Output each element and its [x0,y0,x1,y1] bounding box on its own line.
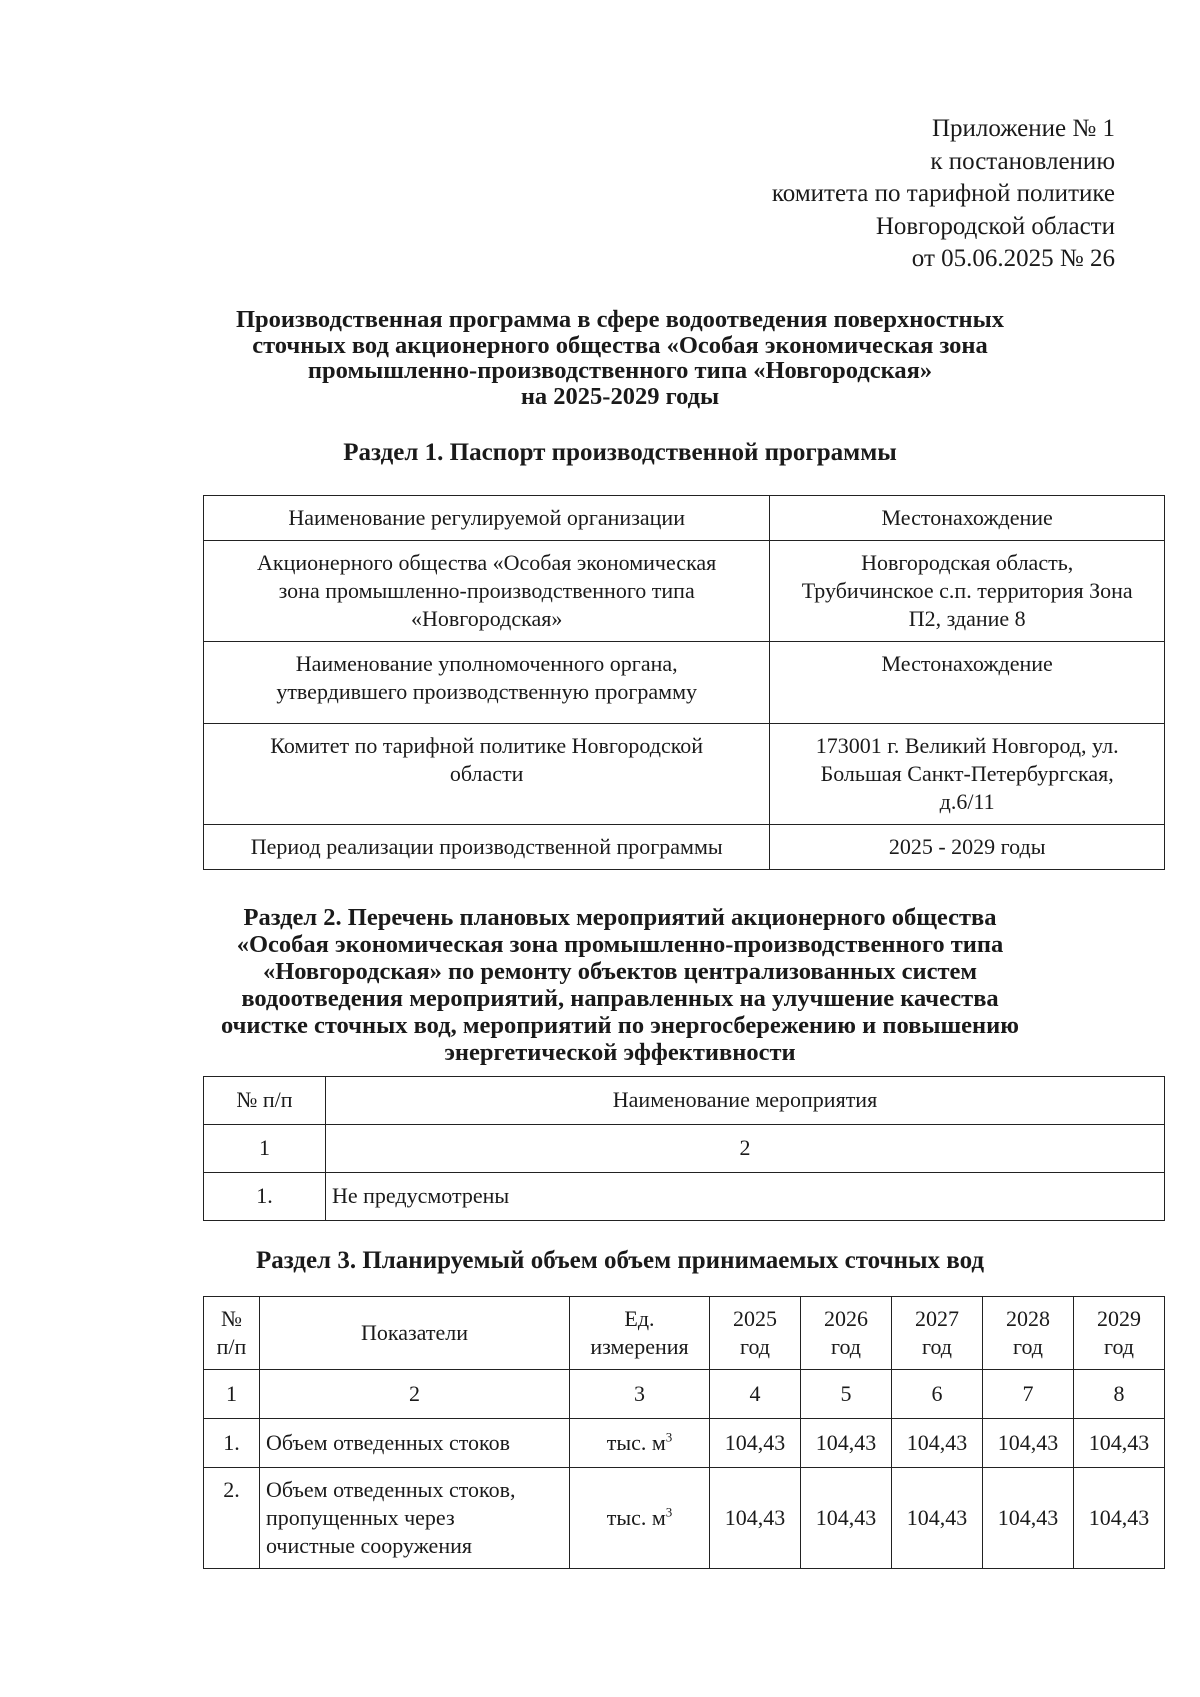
table-cell: Наименование регулируемой организации [204,496,770,541]
table-cell: 3 [570,1370,710,1419]
table-cell: Объем отведенных стоков, пропущенных через очистные сооружения [260,1468,570,1569]
table-cell: 1 [204,1125,326,1173]
table-row [204,1125,1165,1173]
table-cell: тыс. $м^3$ [570,1468,710,1569]
table-cell: 6 [892,1370,983,1419]
table-cell: 2026 год [801,1297,892,1370]
title-line: Производственная программа в сфере водоотведения поверхностных [235,306,1005,333]
table-cell: 1 [204,1370,260,1419]
table-cell: 1. [204,1419,260,1468]
measures-table [203,1076,1165,1221]
table-cell: Период реализации производственной программы [204,825,770,870]
heading-line: «Новгородская» по ремонту объектов централизованных систем [262,958,978,985]
table-cell: 5 [801,1370,892,1419]
table-cell: Акционерного общества «Особая экономическая зона промышленно-производственного типа «Новгородская» [204,541,770,642]
table-cell: № п/п [204,1077,326,1125]
table-cell: Наименование мероприятия [326,1077,1165,1125]
table-row [204,541,1165,642]
table-cell: 2 [260,1370,570,1419]
title-line: сточных вод акционерного общества «Особая экономическая зона [252,331,988,359]
table-cell: 104,43 [801,1419,892,1468]
table-header-row [204,1077,1165,1125]
table-cell: 104,43 [710,1468,801,1569]
table-cell: 8 [1074,1370,1165,1419]
table-row [204,1419,1165,1468]
heading-line: Раздел 2. Перечень плановых мероприятий акционерного общества [243,904,997,931]
table-cell: Местонахождение [770,642,1165,724]
section1-heading: Раздел 1. Паспорт производственной программы [343,439,897,466]
section2-heading [150,904,1090,1066]
section3-heading: Раздел 3. Планируемый объем объем принимаемых сточных вод [255,1247,985,1274]
table-cell: Объем отведенных стоков [260,1419,570,1468]
table-cell: Ед. измерения [570,1297,710,1370]
table-row [204,1468,1165,1569]
table-cell: 104,43 [983,1419,1074,1468]
table-cell: 104,43 [1074,1419,1165,1468]
title-line: промышленно-производственного типа «Новгородская» [307,357,933,384]
table-cell: 7 [983,1370,1074,1419]
table-cell: 104,43 [892,1468,983,1569]
table-cell: Показатели [260,1297,570,1370]
table-cell: 173001 г. Великий Новгород, ул. Большая Санкт-Петербургская, д.6/11 [770,724,1165,825]
table-row [204,825,1165,870]
table-row [204,496,1165,541]
table-cell: 2028 год [983,1297,1074,1370]
volume-table [203,1296,1165,1569]
heading-line: энергетической эффективности [444,1039,796,1066]
appendix-line: Приложение № 1 [931,115,1115,142]
table-cell: 104,43 [1074,1468,1165,1569]
table-row [204,642,1165,724]
appendix-line: от 05.06.2025 № 26 [911,245,1115,272]
table-cell: 4 [710,1370,801,1419]
appendix-line: Новгородской области [875,212,1115,240]
table-cell: Наименование уполномоченного органа, утвердившего производственную программу [204,642,770,724]
table-header-row [204,1297,1165,1370]
table-cell: № п/п [204,1297,260,1370]
table-cell: 104,43 [983,1468,1074,1569]
appendix-header [772,113,1115,276]
appendix-line: комитета по тарифной политике [771,180,1115,207]
table-row [204,1370,1165,1419]
document-title [150,307,1090,409]
table-cell: Местонахождение [770,496,1165,541]
table-cell: 2027 год [892,1297,983,1370]
table-cell: 2025 год [710,1297,801,1370]
table-cell: 104,43 [801,1468,892,1569]
table-row [204,724,1165,825]
table-row [204,1173,1165,1221]
table-cell: 104,43 [710,1419,801,1468]
table-cell: 2029 год [1074,1297,1165,1370]
table-cell: 104,43 [892,1419,983,1468]
table-cell: Комитет по тарифной политике Новгородской области [204,724,770,825]
table-cell: Не предусмотрены [326,1173,1165,1221]
table-cell: тыс. $м^3$ [570,1419,710,1468]
table-cell: 2025 - 2029 годы [770,825,1165,870]
heading-line: водоотведения мероприятий, направленных на улучшение качества [241,985,999,1012]
heading-line: очистке сточных вод, мероприятий по энергосбережению и повышению [221,1012,1019,1039]
title-line: на 2025-2029 годы [520,382,720,410]
table-cell: 1. [204,1173,326,1221]
table-cell: 2 [326,1125,1165,1173]
table-cell: Новгородская область, Трубичинское с.п. территория Зона П2, здание 8 [770,541,1165,642]
appendix-line: к постановлению [930,147,1115,175]
passport-table [203,495,1165,870]
table-cell: 2. [204,1468,260,1569]
heading-line: «Особая экономическая зона промышленно-производственного типа [236,931,1004,958]
